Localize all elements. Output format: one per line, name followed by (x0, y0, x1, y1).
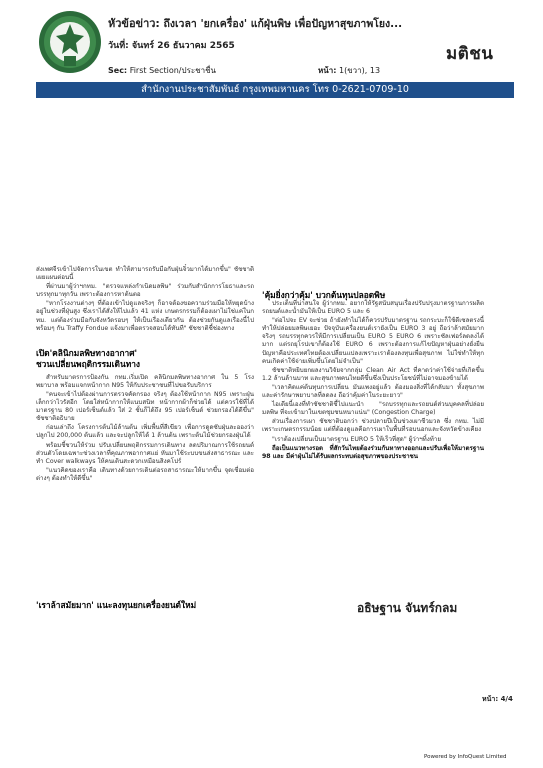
date-line (108, 38, 428, 52)
right-heading: 'คุ้มยิ่งกว่าคุ้ม' บวกต้นทุนปลอดพิษ (262, 290, 386, 300)
left-heading-2: 'เราล้าสมัยมาก' แนะลงทุนยกเครื่องยนต์ใหม่ (36, 600, 197, 610)
agency-banner: สำนักงานประชาสัมพันธ์ กรุงเทพมหานคร โทร 0-2621-0709-10 (36, 82, 514, 98)
date-label: วันที่: (108, 41, 129, 51)
subject-text: ถึงเวลา 'ยกเครื่อง' แก้ฝุ่นพิษ เพื่อปัญหาสุขภาพโยง... (163, 18, 403, 30)
author-signature: อธิษฐาน จันทร์กลม (357, 601, 458, 615)
left-column (36, 266, 254, 484)
sec-label: Sec: (108, 66, 128, 75)
left-mid-2: "คนจะเข้าไปต้องผ่านการตรวจคัดกรอง จริงๆ ต้องใช้หน้ากาก N95 เพราะฝุ่นเล็กกว่าไวรัสอีก โดยใส่หน้ากากให้แนบสนิท หน้ากากผ้าก็ช่วยได้ แต่ควรใช้ที่ได้มาตรฐาน 80 เปอร์เซ็นต์แล้ว ใส่ 2 ชั้นก็ได้ถึง 95 เปอร์เซ็นต์ ช่วยกรองได้ดีขึ้น" ชัชชาติอธิบาย (36, 390, 254, 423)
right-para-6: ส่วนเรื่องการเผา ชัชชาติบอกว่า ช่วงปลายปีเป็นช่วงเผาชีวมวล ซึ่ง กทม. ไม่มีเพราะเกษตรกรรมน้อย แต่ที่ต้องดูแลคือการเผาในพื้นที่รอบนอกและจังหวัดข้างเคียง (262, 418, 484, 434)
right-para-4: "เวลาคิดแค่ต้นทุนการเปลี่ยน มันแพงอยู่แล้ว ต้องมองสิ่งที่ได้กลับมา ทั้งสุขภาพและค่ารักษาพยาบาลที่ลดลง ถือว่าคุ้มค่าในระยะยาว" (262, 383, 484, 400)
right-para-3: ชัชชาติหยิบยกผลงานวิจัยจากกลุ่ม Clean Air Act ที่คาดว่าค่าใช้จ่ายที่เกิดขึ้น 1.2 ล้านล้านบาท และสุขภาพคนไทยดีขึ้นซึ่งเป็นประโยชน์ที่ไม่อาจมองข้ามได้ (262, 366, 484, 382)
right-para-2: "ต่อไปจะ EV จะช่วย ถ้ายังทำไม่ได้ก็ควรปรับมาตรฐาน รถกระบะก็ใช้ดีเซลตรงนี้ทำให้ปล่อยมลพิษเยอะ ปัจจุบันเครื่องยนต์เรายังเป็น EURO 3 อยู่ ถือว่าล้าสมัยมาก จริงๆ รถบรรทุกควรให้มีการเปลี่ยนเป็น EURO 5 EURO 6 เพราะซัลเฟอร์ลดลงได้มาก แต่รถยุโรปเขาก็ต้องใช้ EURO 6 เพราะต้องการแก้ไขปัญหาฝุ่นอย่างยั่งยืน ปัญหาคือประเทศไทยต้องเปลี่ยนแปลงเพราะเราต้องลงทุนเพื่อสุขภาพ ไม่ใช่ทำให้ทุกคนเกิดค่าใช้จ่ายเพิ่มขึ้นโดยไม่จำเป็น" (262, 317, 484, 365)
page-text: 1(ขวา), 13 (338, 66, 381, 75)
left-intro-2: ที่ผ่านมาผู้ว่าฯกทม. "ตรวจแหล่งกำเนิดมลพิษ" ร่วมกับสำนักการโยธาและรถบรรทุกมาทุกวัน เพราะต้องการหาต้นตอ (36, 283, 254, 299)
sec-text: First Section/ประชาชื่น (129, 66, 216, 75)
publication-name: มติชน (446, 44, 494, 64)
page-label: หน้า: (318, 66, 337, 75)
page-ref (318, 64, 380, 77)
bma-logo-icon (36, 8, 104, 80)
right-para-1: ประเด็นที่น่าสนใจ ผู้ว่ากทม. อยากให้รัฐสนับสนุนเรื่องปรับปรุงมาตรฐานการผลิตรถยนต์และน้ำมันให้เป็น EURO 5 และ 6 (262, 300, 484, 316)
left-intro-1: ส่งเพศจีรเข้าไปจัดการในเขต ทำให้สามารถรับมือกับฝุ่นจิ๋วมากได้มากขึ้น" ชัชชาติเผยแผนต่อนนี้ (36, 266, 254, 282)
right-closing: ถือเป็นแนวทางรอด ที่สักวันไทยต้องร่วมกันหาทางออกและปรับเพื่อให้มาตรฐาน 98 และ มีค่าฝุ่นไม่ได้รับผลกระทบต่อสุขภาพของประชาชน (262, 444, 484, 460)
subject-line (108, 14, 428, 32)
subject-label: หัวข้อข่าว: (108, 17, 160, 30)
left-mid-3: ก่อนเล่าถึง โครงการต้นไม้ล้านต้น เพิ่มพื้นที่สีเขียว เพื่อการดูดซับฝุ่นละอองว่า ปลูกไป 200,000 ต้นแล้ว และจะปลูกให้ได้ 1 ล้านต้น เพราะต้นไม้ช่วยกรองฝุ่นได้ (36, 424, 254, 440)
page-number: หน้า: 4/4 (482, 695, 513, 703)
right-para-5: ไอเดียนี้เองที่ทำชัชชาติชี้ไปแนะนำ "รถบรรทุกและรถยนต์ส่วนบุคคลที่ปล่อยมลพิษ ที่จะเข้ามาในเขตชุมชนหนาแน่น" (Congestion Charge) (262, 401, 484, 417)
left-intro-3: "หากโรงงานต่างๆ ที่ต้องเข้าไปดูแลจริงๆ ก็อาจต้องขอความร่วมมือให้หยุดบ้างอยู่ในช่วงที่ฝุ่นสูง ซึ่งเราได้สั่งให้ไปแล้ว 41 แห่ง เกษตรกรรมก็ต้องเผาไม่ใช่แค่ในกทม. แต่ต้องร่วมมือกับจังหวัดรอบๆ ให้เป็นเรื่องเดียวกัน ต้องช่วยกันดูแลเรื่องนี้ไปพร้อมๆ กัน Traffy Fondue แจ้งมาเพื่อตรวจสอบได้ทันที" ชัชชาติชี้ช่องทาง (36, 300, 254, 332)
left-mid-5: "แนวคิดของเราคือ เดินทางด้วยการเดินต่อรถสาธารณะให้มากขึ้น จุดเชื่อมต่อต่างๆ ต้องทำให้ดีขึ้น" (36, 466, 254, 482)
header-text (108, 14, 428, 77)
date-text: จันทร์ 26 ธันวาคม 2565 (131, 41, 235, 51)
left-mid-1: สำหรับมาตรการป้องกัน กทม.เริ่มเปิด คลินิกมลพิษทางอากาศ ใน 5 โรงพยาบาล พร้อมแจกหน้ากาก N95 ให้กับประชาชนที่ไปขอรับบริการ (36, 373, 254, 389)
left-heading-1a: เปิด'คลินิกมลพิษทางอากาศ' (36, 347, 138, 358)
section-line (108, 64, 418, 77)
left-mid-4: พร้อมชี้ชวนให้ร่วม ปรับเปลี่ยนพฤติกรรมการเดินทาง ลดปริมาณการใช้รถยนต์ส่วนตัวโดยเฉพาะช่วงเวลาที่คุณภาพอากาศแย่ หันมาใช้ระบบขนส่งสาธารณะ และทำ Cover walkways ให้คนเดินสะดวกเหมือนสิงคโปร์ (36, 441, 254, 465)
powered-by: Powered by InfoQuest Limited (424, 754, 507, 760)
left-heading-1b: ชวนเปลี่ยนพฤติกรรมเดินทาง (36, 358, 141, 369)
right-column (262, 300, 484, 462)
right-para-7: "เราต้องเปลี่ยนเป็นมาตรฐาน EURO 5 ให้เร็วที่สุด" ผู้ว่าฯทิ้งท้าย (272, 435, 441, 443)
